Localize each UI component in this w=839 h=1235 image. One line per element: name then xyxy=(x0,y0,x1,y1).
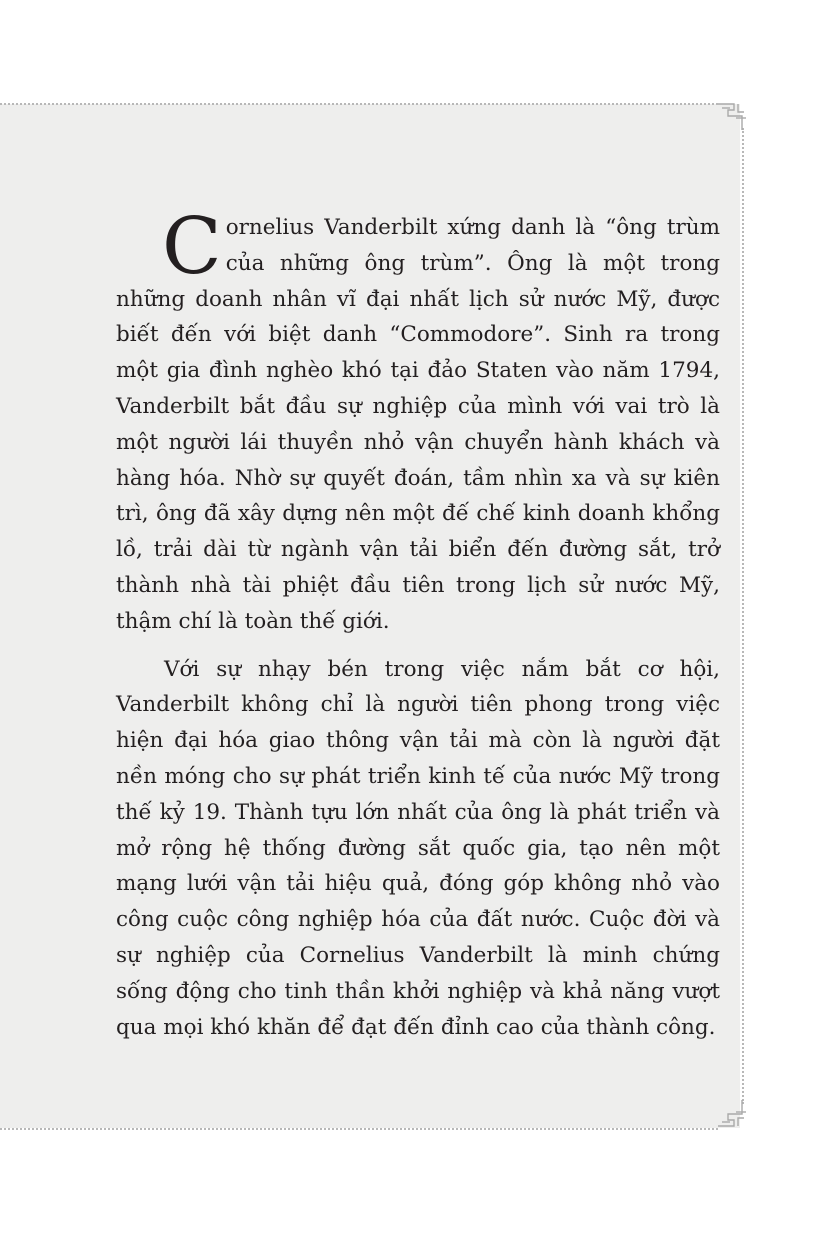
panel-right-border xyxy=(742,128,744,1104)
corner-ornament-icon xyxy=(716,1098,748,1130)
drop-cap: C xyxy=(162,202,222,292)
body-text xyxy=(116,202,720,1045)
paragraph-2: Với sự nhạy bén trong việc nắm bắt cơ hội, Vanderbilt không chỉ là người tiên phong trong việc hiện đại hóa giao thông vận tải mà còn là người đặt nền móng cho sự phát triển kinh tế của nước Mỹ trong thế kỷ 19. Thành tựu lớn nhất của ông là phát triển và mở rộng hệ thống đường sắt quốc gia, tạo nên một mạng lưới vận tải hiệu quả, đóng góp không nhỏ vào công cuộc công nghiệp hóa của đất nước. Cuộc đời và sự nghiệp của Cornelius Vanderbilt là minh chứng sống động cho tinh thần khởi nghiệp và khả năng vượt qua mọi khó khăn để đạt đến đỉnh cao của thành công. xyxy=(116,656,720,1040)
paragraph-1 xyxy=(116,202,720,640)
panel-bottom-border xyxy=(0,1128,718,1130)
panel-top-border xyxy=(0,103,718,105)
paragraph-1-text: ornelius Vanderbilt xứng danh là “ông trùm của những ông trùm”. Ông là một trong những doanh nhân vĩ đại nhất lịch sử nước Mỹ, được biết đến với biệt danh “Commodore”. Sinh ra trong một gia đình nghèo khó tại đảo Staten vào năm 1794, Vanderbilt bắt đầu sự nghiệp của mình với vai trò là một người lái thuyền nhỏ vận chuyển hành khách và hàng hóa. Nhờ sự quyết đoán, tầm nhìn xa và sự kiên trì, ông đã xây dựng nên một đế chế kinh doanh khổng lồ, trải dài từ ngành vận tải biển đến đường sắt, trở thành nhà tài phiệt đầu tiên trong lịch sử nước Mỹ, thậm chí là toàn thế giới. xyxy=(116,215,720,634)
corner-ornament-icon xyxy=(716,100,748,132)
